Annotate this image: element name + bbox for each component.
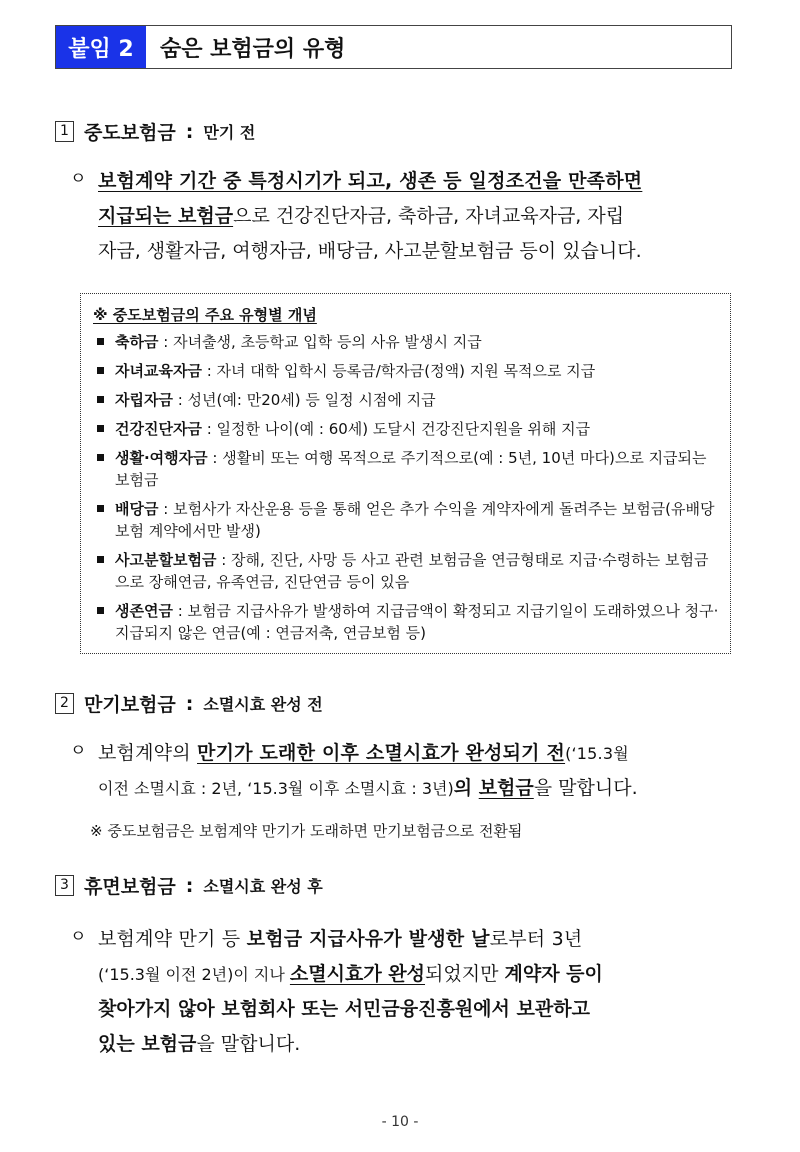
section-title: 중도보험금: [84, 122, 176, 144]
paragraph-line: [98, 957, 738, 992]
concept-item: [93, 331, 720, 353]
section-title: 만기보험금: [84, 694, 176, 716]
body-text: 의: [453, 777, 479, 799]
body-text: (‘15.3월 이전 2년)이 지나: [98, 965, 290, 984]
section-2-paragraph: [70, 736, 738, 806]
concept-desc: : 성년(예: 만20세) 등 일정 시점에 지급: [172, 391, 436, 409]
paragraph-line: [98, 922, 738, 957]
square-bullet-icon: [97, 607, 104, 614]
concept-term: 자립자금: [115, 391, 173, 409]
body-text: 되었지만: [425, 963, 505, 985]
section-1-paragraph: [70, 164, 738, 269]
body-text: 이전 소멸시효 : 2년, ‘15.3월 이후 소멸시효 : 3년): [98, 779, 454, 798]
concept-item: [93, 360, 720, 382]
section-2-heading: [55, 690, 323, 717]
bullet-marker: ㅇ: [70, 741, 87, 761]
emphasized-text: 지급되는 보험금: [98, 205, 234, 227]
section-colon: :: [185, 874, 194, 897]
section-number: 2: [55, 693, 74, 714]
body-text: 보험계약의: [98, 742, 198, 764]
concept-term: 생존연금: [115, 602, 173, 620]
concept-term: 생활·여행자금: [115, 449, 208, 467]
appendix-title: 숨은 보험금의 유형: [160, 36, 346, 62]
paragraph-line: [98, 164, 738, 199]
body-text: 자금, 생활자금, 여행자금, 배당금, 사고분할보험금 등이 있습니다.: [98, 240, 642, 262]
concept-box-title: ※ 중도보험금의 주요 유형별 개념: [93, 306, 317, 324]
section-colon: :: [185, 120, 194, 143]
section-number: 3: [55, 875, 74, 896]
emphasized-text: 찾아가지 않아 보험회사 또는 서민금융진흥원에서 보관하고: [98, 998, 590, 1020]
paragraph-line: [98, 1027, 738, 1062]
concept-term: 배당금: [115, 500, 159, 518]
concept-desc: : 자녀출생, 초등학교 입학 등의 사유 발생시 지급: [158, 333, 482, 351]
appendix-tag: 붙임 2: [56, 26, 146, 68]
concept-desc: : 자녀 대학 입학시 등록금/학자금(정액) 지원 목적으로 지급: [201, 362, 596, 380]
bullet-marker: ㅇ: [70, 927, 87, 947]
body-text: 으로 건강진단자금, 축하금, 자녀교육자금, 자립: [233, 205, 625, 227]
paragraph-line: [98, 199, 738, 234]
paragraph-line: [98, 992, 738, 1027]
section-subtitle: 소멸시효 완성 후: [203, 877, 323, 896]
emphasized-text: 보험계약 기간 중 특정시기가 되고, 생존 등 일정조건을 만족하면: [98, 170, 643, 192]
concept-desc: : 보험사가 자산운용 등을 통해 얻은 추가 수익을 계약자에게 돌려주는 보험금(유배당보험 계약에서만 발생): [115, 500, 715, 540]
emphasized-text: 계약자 등이: [504, 963, 603, 985]
concept-desc: : 보험금 지급사유가 발생하여 지급금액이 확정되고 지급기일이 도래하였으나 청구·지급되지 않은 연금(예 : 연금저축, 연금보험 등): [115, 602, 719, 642]
paragraph-line: [98, 234, 738, 269]
concept-term: 건강진단자금: [115, 420, 202, 438]
square-bullet-icon: [97, 425, 104, 432]
emphasized-text: 보험금: [478, 777, 534, 799]
square-bullet-icon: [97, 454, 104, 461]
section-number: 1: [55, 121, 74, 142]
concept-item: [93, 549, 720, 593]
page-number: - 10 -: [381, 1114, 419, 1130]
concept-term: 사고분할보험금: [115, 551, 217, 569]
concept-desc: : 생활비 또는 여행 목적으로 주기적으로(예 : 5년, 10년 마다)으로 지급되는 보험금: [115, 449, 707, 489]
concept-desc: : 일정한 나이(예 : 60세) 도달시 건강진단지원을 위해 지급: [201, 420, 591, 438]
concept-term: 축하금: [115, 333, 159, 351]
body-text: 을 말합니다.: [196, 1033, 301, 1055]
paragraph-line: [98, 736, 738, 771]
concept-desc: : 장해, 진단, 사망 등 사고 관련 보험금을 연금형태로 지급·수령하는 보험금으로 장해연금, 유족연금, 진단연금 등이 있음: [115, 551, 709, 591]
square-bullet-icon: [97, 396, 104, 403]
emphasized-text: 보험금 지급사유가 발생한 날: [246, 928, 490, 950]
conversion-note: ※ 중도보험금은 보험계약 만기가 도래하면 만기보험금으로 전환됨: [90, 822, 523, 840]
concept-item: [93, 600, 720, 644]
section-1-heading: [55, 118, 255, 145]
body-text: 을 말합니다.: [533, 777, 638, 799]
section-3-paragraph: [70, 922, 738, 1062]
emphasized-text: 있는 보험금: [98, 1033, 197, 1055]
section-3-heading: [55, 872, 323, 899]
appendix-header: [55, 25, 732, 69]
square-bullet-icon: [97, 556, 104, 563]
square-bullet-icon: [97, 367, 104, 374]
concept-item: [93, 498, 720, 542]
emphasized-text: 만기가 도래한 이후 소멸시효가 완성되기 전: [197, 742, 566, 764]
concept-item: [93, 389, 720, 411]
square-bullet-icon: [97, 338, 104, 345]
section-subtitle: 만기 전: [203, 123, 256, 142]
concept-item: [93, 447, 720, 491]
body-text: (‘15.3월: [565, 744, 629, 763]
body-text: 보험계약 만기 등: [98, 928, 247, 950]
square-bullet-icon: [97, 505, 104, 512]
concept-term: 자녀교육자금: [115, 362, 202, 380]
paragraph-line: [98, 771, 738, 806]
section-colon: :: [185, 692, 194, 715]
concept-item: [93, 418, 720, 440]
section-subtitle: 소멸시효 완성 전: [203, 695, 323, 714]
body-text: 로부터 3년: [489, 928, 583, 950]
emphasized-text: 소멸시효가 완성: [289, 963, 426, 985]
section-title: 휴면보험금: [84, 876, 176, 898]
concept-box: [80, 293, 731, 654]
bullet-marker: ㅇ: [70, 169, 87, 189]
